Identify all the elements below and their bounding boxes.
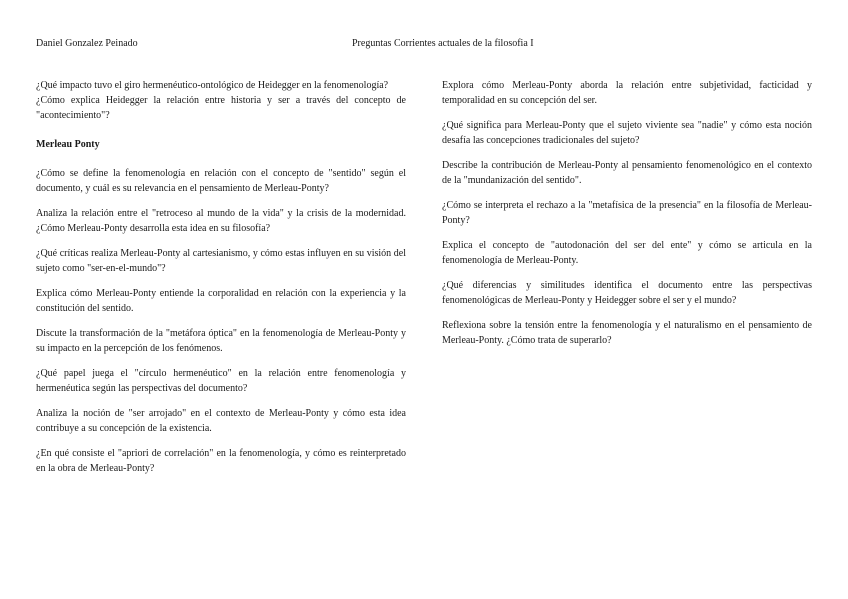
question-item: Analiza la noción de "ser arrojado" en el contexto de Merleau-Ponty y cómo esta idea contribuye a su concepción de la existencia.: [36, 408, 406, 434]
question-item: Explica cómo Merleau-Ponty entiende la corporalidad en relación con la experiencia y la constitución del sentido.: [36, 288, 406, 314]
question-item: ¿En qué consiste el "apriori de correlación" en la fenomenología, y cómo es reinterpretado en la obra de Merleau-Ponty?: [36, 448, 406, 474]
right-column: [442, 78, 812, 348]
question-item: ¿Cómo se interpreta el rechazo a la "metafísica de la presencia" en la filosofía de Merleau-Ponty?: [442, 200, 812, 226]
question-item: Explora cómo Merleau-Ponty aborda la relación entre subjetividad, facticidad y temporalidad en su concepción del ser.: [442, 80, 812, 106]
question-item: Explica el concepto de "autodonación del ser del ente" y cómo se articula en la fenomenología de Merleau-Ponty.: [442, 240, 812, 266]
question-item: Discute la transformación de la "metáfora óptica" en la fenomenología de Merleau-Ponty y su impacto en la percepción de los fenómenos.: [36, 328, 406, 354]
heidegger-questions: [36, 78, 406, 123]
question-item: ¿Qué diferencias y similitudes identifica el documento entre las perspectivas fenomenológicas de Merleau-Ponty y Heidegger sobre el ser y el mundo?: [442, 280, 812, 306]
question-heidegger-1: ¿Qué impacto tuvo el giro hermenéutico-ontológico de Heidegger en la fenomenología?: [36, 80, 389, 91]
question-item: ¿Cómo se define la fenomenología en relación con el concepto de "sentido" según el documento, y cuál es su relevancia en el pensamiento de Merleau-Ponty?: [36, 168, 406, 194]
section-heading-merleau-ponty: Merleau Ponty: [36, 139, 100, 150]
document-title: Preguntas Corrientes actuales de la filosofia I: [352, 38, 534, 49]
question-heidegger-2: ¿Cómo explica Heidegger la relación entre historia y ser a través del concepto de "acontecimiento"?: [36, 95, 406, 121]
author-name: Daniel Gonzalez Peinado: [36, 38, 138, 49]
question-item: Analiza la relación entre el "retroceso al mundo de la vida" y la crisis de la modernidad. ¿Cómo Merleau-Ponty desarrolla esta idea en su filosofía?: [36, 208, 406, 234]
question-item: ¿Qué críticas realiza Merleau-Ponty al cartesianismo, y cómo estas influyen en su visión del sujeto como "ser-en-el-mundo"?: [36, 248, 406, 274]
question-item: ¿Qué significa para Merleau-Ponty que el sujeto viviente sea "nadie" y cómo esta noción desafía las concepciones tradicionales del sujeto?: [442, 120, 812, 146]
question-item: ¿Qué papel juega el "círculo hermenéutico" en la relación entre fenomenología y hermenéutica según las perspectivas del documento?: [36, 368, 406, 394]
left-column: [36, 78, 406, 476]
question-item: Describe la contribución de Merleau-Ponty al pensamiento fenomenológico en el contexto de la "mundanización del sentido".: [442, 160, 812, 186]
question-item: Reflexiona sobre la tensión entre la fenomenología y el naturalismo en el pensamiento de Merleau-Ponty. ¿Cómo trata de superarlo?: [442, 320, 812, 346]
merleau-ponty-questions-left: [36, 166, 406, 476]
